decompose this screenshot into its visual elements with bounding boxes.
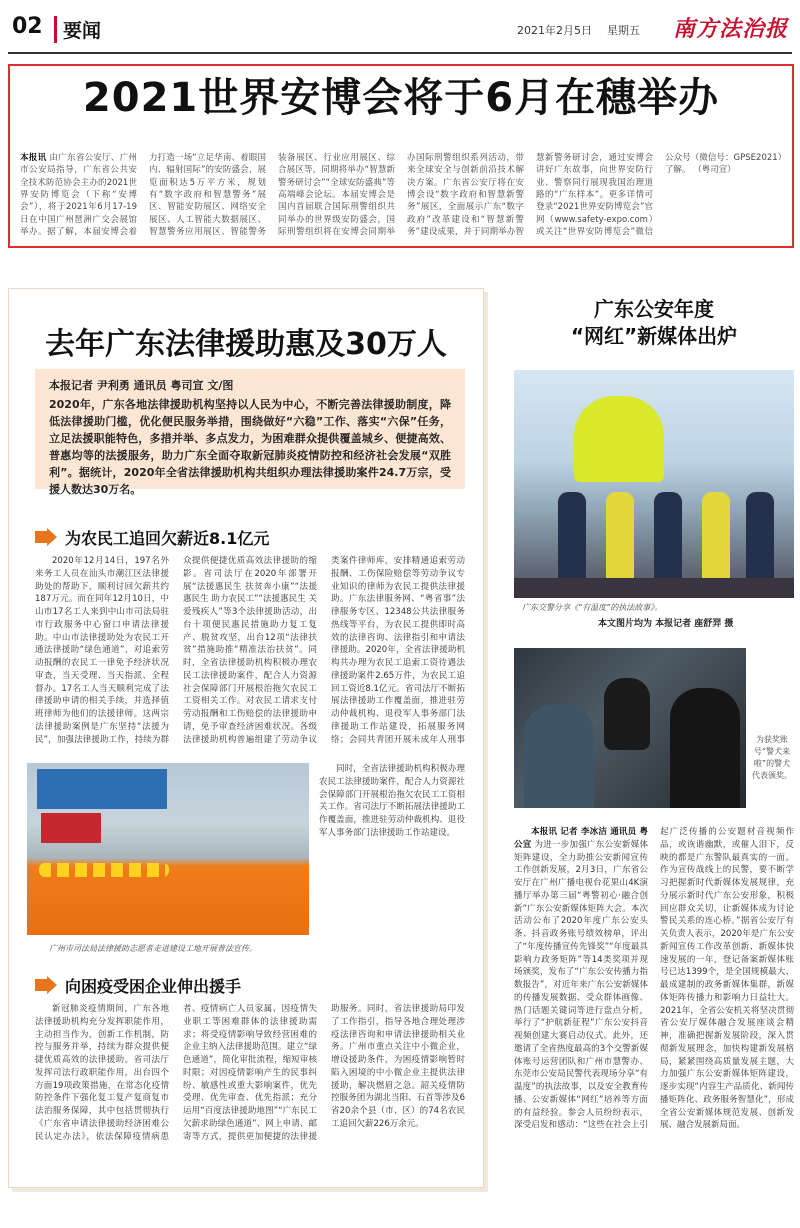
section2-title: 向困疫受困企业伸出援手 bbox=[65, 976, 242, 996]
hardhats bbox=[39, 863, 169, 877]
photo-banner bbox=[37, 769, 167, 809]
photo-banner-red bbox=[41, 813, 101, 843]
section1-text: 2020年12月14日，197名外来务工人员在汕头市潮江区法律援助处的帮助下，顺利讨回欠薪共约187万元。而在同年12月10日，中山市17名工人来到中山市司法局驻市行政服务中心窗口申请法律援助。中山市法律援助处为农民工开通法律援助“绿色通道”，对追索劳动报酬的农民工一律免予经济状况审查，当天受理、当天指派、全程督办。17名工人当天顺利完成了法律援助申请的相关手续，并选择值班律师为他们的法援律师。这两宗法律援助案例是广东坚持“法援为民”，加强法律援助工作，持续为群众提供便捷优质高效法律援助的缩影。省司法厅在2020年部署开展“法援惠民生 扶贫奔小康”“法援惠民生 助力农民工”“法援惠民生 关爱残疾人”等3个法律援助活动，出台十项便民惠民措施助力复工复产、脱贫攻坚，出台12项“法律扶贫”措施助推“精准法治扶贫”。同时，全省法律援助机构积极办理农民工法律援助案件，配合人力资源社会保障部门开展根治拖欠农民工工资相关工作。对农民工请求支付劳动报酬和工伤赔偿的法律援助申请，免予审查经济困难状况。各级法律援助机构普遍组建了劳动争议类案件律师库，安排精通追索劳动报酬、工伤保险赔偿等劳动争议专业知识的律师为农民工提供法律援助。广东法律服务网、“粤省事”法律服务专区、12348公共法律服务热线等平台，为农民工提供即时高效的法律咨询、法律指引和申请法律援助。2020年，全省法律援助机构共办理为农民工追索工资待遇法律援助案件2.65万件，为农民工追回工资近8.1亿元。省司法厅不断拓展法律援助工作覆盖面，推进驻劳动仲裁机构、退役军人事务部门法律援助工作站建设，拓展服务网络；会同共青团开展未成年人刑事 bbox=[35, 556, 465, 745]
officer-figure bbox=[746, 492, 774, 580]
dog-photo-caption: 为获奖账号“警犬来啦”的警犬代表颁奖。 bbox=[752, 735, 792, 780]
officer-figure bbox=[606, 492, 634, 580]
section1-text-cont: 同时，全省法律援助机构积极办理农民工法律援助案件，配合人力资源社会保障部门开展根治拖欠农民工工资相关工作。省司法厅不断拓展法律援助工作覆盖面，推进驻劳动仲裁机构、退役军人事务部门法律援助工作站建设。 bbox=[319, 764, 465, 838]
side-byline: 本报讯 记者 李冰洁 通讯员 粤公宣 bbox=[514, 827, 648, 850]
section1-title: 为农民工追回欠薪近8.1亿元 bbox=[65, 528, 270, 548]
section1-heading bbox=[35, 525, 269, 549]
side-headline-line2: “网红”新媒体出炉 bbox=[570, 324, 738, 348]
stage-floor bbox=[514, 578, 794, 598]
arrow-icon bbox=[35, 528, 57, 546]
side-headline-line1: 广东公安年度 bbox=[594, 297, 714, 321]
officer-figure bbox=[558, 492, 586, 580]
lead-headline: 2021世界安博会将于6月在穗举办 bbox=[82, 75, 720, 121]
lead-source: （粤司宣） bbox=[693, 165, 736, 176]
section2-heading bbox=[35, 973, 241, 997]
workers-photo bbox=[27, 763, 309, 935]
presenter-figure bbox=[670, 688, 740, 808]
feature-article bbox=[8, 288, 484, 1188]
lead-story bbox=[8, 64, 794, 248]
side-story-body bbox=[514, 826, 794, 1214]
arrow-icon bbox=[35, 976, 57, 994]
side-text: 为进一步加强广东公安新媒体矩阵建设，全力助推公安新闻宣传工作创新发展，2月3日，广东省公安厅在广州广播电视台花果山4K演播厅举办第三届“粤警初心·融合创新”广东公安新媒体矩阵大会。本次活动公布了2020年度广东公安头条、抖音政务账号绩效榜单，评出了“年度传播宣传先锋奖”“年度最具影响力政务矩阵”等14类奖项并现场颁奖，发布了“广东公安传播力指数报告”，对近年来广东公安新媒体的传播发展数据、受众群体画像、热门话题关键词等进行盘点分析，举行了“护航新征程”广东公安抖音视频创建大赛启动仪式。此外，还邀请了全省热度最高的3个交警新媒体账号运营团队和广州市慧警办、东莞市公安局民警代表现场分享“有温度”的执法故事，以及安全教育传播、公安新媒体“网红”培养等方面的有益经验。参会人员纷纷表示，深受启发和感动：“这些在社会上引起广泛传播的公安题材音视频作品，或诙谐幽默，或催人泪下，反映的都是广东警队最真实的一面。作为宣传战线上的民警，要不断学习把握新时代新媒体发展规律，充分展示新时代广东公安形象，积极回应群众关切，让新媒体成为讨论警民关系的连心桥。”据省公安厅有关负责人表示，2020年是广东公安新闻宣传工作改革创新、新媒体快速发展的一年，登记备案新媒体账号已达1399个，是全国规模最大、最成建制的政务新媒体集群，新媒体矩阵传播力和影响力日益壮大。2021年，全省公安机关将坚决贯彻省公安厅媒体融合发展座谈会精神，准确把握新发展阶段，深入贯彻新发展理念，加快构建新发展格局，紧紧围绕高质量发展主题，大力加强广东公安新媒体矩阵建设，逐步实现“内容生产品质化、新闻传播矩阵化、政务服务智慧化”，形成全省公安新媒体规范发展、创新发展、融合发展新局面。 bbox=[514, 827, 794, 1131]
side-story-paragraph bbox=[514, 826, 794, 1132]
police-photo-caption: 广东交警分享《“有温度”的执法故事》。 bbox=[522, 603, 663, 612]
feature-headline: 去年广东法律援助惠及30万人 bbox=[45, 327, 447, 362]
lead-byline: 本报讯 bbox=[20, 153, 47, 163]
side-headline bbox=[514, 296, 794, 350]
officer-figure bbox=[574, 396, 664, 482]
police-photo bbox=[514, 370, 794, 598]
police-dog-photo bbox=[514, 648, 746, 808]
lead-text: 由广东省公安厅、广州市公安局指导，广东省公共安全技术防范协会主办的2021世界安防博览会（下称“安博会”），将于2021年6月17-19日在中国广州琶洲广交会展馆举办。据了解，本届安博会着力打造一场“立足华南、着眼国内、辐射国际”的安防盛会，展览面积达5万平方米，规划有“数字政府和智慧警务”展区、智能安防展区、网络安全展区、人工智能大数据展区、智慧警务应用展区、智能警务装备展区、行业应用展区、综合展区等，同期将举办“智慧新警务研讨会”“全球安防盛典”等高端峰会论坛。本届安博会是国内首届联合国际刑警组织共同举办的世界级安防盛会，国际刑警组织将在安博会同期举办国际刑警组织系列活动，带来全球安全与创新前沿技术解决方案。广东省公安厅将在安博会设“数字政府和智慧新警务”展区，全面展示广东“数字政府”改革建设和“智慧新警务”建设成果，并于同期举办智慧新警务研讨会，通过安博会讲好广东故事，向世界安防行业、警察同行展现我国治理道路的“广东样本”。更多详情可登录“2021世界安防博览会”官网（www.safety-expo.com）或关注“世界安防博览会”微信公众号（微信号：GPSE2021）了解。 bbox=[20, 153, 782, 237]
photo-credit: 本文图片均为 本报记者 座舒羿 摄 bbox=[598, 619, 734, 629]
masthead-logo: 南方法治报 bbox=[672, 16, 788, 42]
lead-body bbox=[20, 152, 782, 242]
feature-intro: 2020年，广东各地法律援助机构坚持以人民为中心，不断完善法律援助制度，降低法律援助门槛，优化便民服务举措，围绕做好“六稳”工作、落实“六保”任务，立足法援职能特色，多措并举、多点发力，为困难群众提供覆盖城乡、便捷高效、普惠均等的法援服务，助力广东全面夺取新冠肺炎疫情防控和经济社会发展“双胜利”。据统计，2020年全省法律援助机构共组织办理法律援助案件24.7万宗，受援人数达30万名。 bbox=[49, 398, 451, 497]
section-name: 要闻 bbox=[54, 16, 101, 43]
handler-figure bbox=[524, 704, 594, 808]
officer-figure bbox=[702, 492, 730, 580]
issue-weekday: 星期五 bbox=[607, 24, 640, 37]
police-dog-figure bbox=[604, 678, 650, 750]
workers-photo-caption: 广州市司法局法律援助志愿者走进建设工地开展普法宣传。 bbox=[49, 944, 257, 953]
feature-byline: 本报记者 尹利勇 通讯员 粤司宣 文/图 bbox=[49, 379, 234, 392]
section1-body-top bbox=[35, 555, 465, 755]
page-number: 02 bbox=[12, 14, 43, 39]
section2-body bbox=[35, 1003, 465, 1179]
feature-intro-box bbox=[35, 369, 465, 497]
page-header bbox=[8, 8, 792, 54]
officer-figure bbox=[654, 492, 682, 580]
section1-body-side bbox=[319, 763, 465, 953]
section2-text: 新冠肺炎疫情期间，广东各地法律援助机构充分发挥职能作用，主动担当作为，创新工作机制，防控与服务并举，持续为群众提供便捷优质高效的法律援助。省司法厅发挥司法行政职能作用，出台四个方面19项政策措施，在常态化疫情防控条件下强化复工复产复商复市法治服务保障，其中包括贯彻执行《广东省申请法律援助经济困难公民认定办法》，依法保障疫情病患者、疫情病亡人员家属、因疫情失业职工等困难群体的法律援助需求；将受疫情影响导致经营困难的企业主纳入法律援助范围。建立“绿色通道”，简化审批流程，缩短审核时限；对因疫情影响产生的民事纠纷、敏感性或重大影响案件，优先受理、优先审查、优先指派；充分运用“百度法律援助地图”“广东民工欠薪求助绿色通道”、网上申请、邮寄等方式，提供更加便捷的法律援助服务。同时，省法律援助局印发了工作指引，指导各地合理处理涉疫法律咨询和申请法律援助相关业务。广州市重点关注中小微企业，增设援助条件，为困疫情影响暂时陷入困境的中小微企业主提供法律援助，解决燃眉之急。韶关疫情防控服务团为湖北当阳、石首等涉及6省20余个县（市、区）的74名农民工追回欠薪226万余元。 bbox=[35, 1004, 465, 1142]
issue-date: 2021年2月5日 bbox=[517, 24, 592, 37]
